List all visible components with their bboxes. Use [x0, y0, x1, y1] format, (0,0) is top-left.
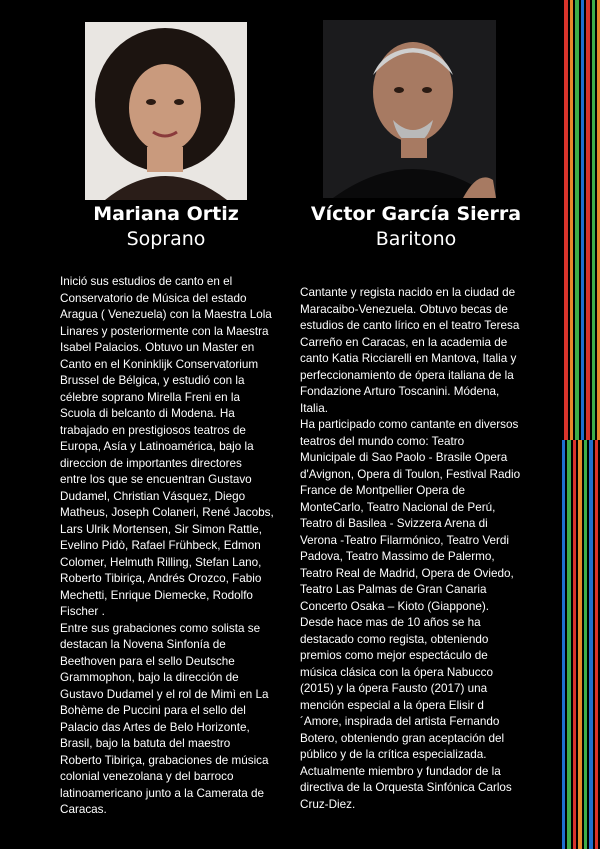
bio-line: Ha participado como cantante en diversos [300, 418, 519, 431]
artist-role-right: Baritono [375, 228, 457, 250]
bio-line: Gustavo Dudamel y el rol de Mimì en La [60, 687, 269, 701]
bio-line: Teatro Las Palmas de Gran Canaria [300, 583, 487, 596]
bio-line: Matheus, Joseph Colaneri, René Jacobs, [60, 506, 274, 519]
bio-line: público y de la crítica especializada. [300, 748, 487, 761]
bio-line: Verona -Teatro Filarmónico, Teatro Verdi [300, 533, 509, 547]
bio-line: entre los que se encuentran Gustavo [60, 473, 252, 486]
bio-line: Municipale di Sao Paolo - Brasile Opera [300, 451, 508, 464]
bio-line: destacado como regista, obteniendo [300, 632, 489, 646]
bio-line: Palacio das Artes de Belo Horizonte, [60, 720, 250, 734]
bio-line: canto Katia Ricciarelli en Mantova, Italia y [300, 352, 517, 365]
bio-line: Brasil, bajo la batuta del maestro [60, 737, 231, 750]
bio-line: Bohème de Puccini para el sello del [60, 704, 246, 717]
bio-line: ´Amore, inspirada del artista Fernando [300, 715, 500, 728]
portrait-victor-garcia-sierra [323, 20, 496, 198]
bio-line: Europa, Asía y Latinoamérica, bajo la [60, 440, 254, 453]
bio-line: Lars Ulrik Mortensen, Sir Simon Rattle, [60, 522, 262, 536]
bio-line: Canto en el Koninklijk Conservatorium [60, 357, 259, 371]
bio-line: Cruz-Diez. [300, 797, 356, 811]
bio-line: Padova, Teatro Massimo de Palermo, [300, 550, 495, 563]
bio-line: teatros del mundo como: Teatro [300, 434, 465, 448]
bio-line: Caracas. [60, 803, 107, 816]
bio-line: Concerto Osaka – Kioto (Giappone). [300, 599, 490, 613]
bio-line: directiva de la Orquesta Sinfónica Carlos [300, 781, 512, 794]
bio-line: Italia. [300, 401, 328, 415]
bio-line: Grammophon, bajo la dirección de [60, 671, 239, 684]
bio-line: música clásica con la ópera Nabucco [300, 665, 493, 679]
bio-line: Scuola di belcanto di Modena. Ha [60, 407, 235, 420]
bio-line: Beethoven para el sello Deutsche [60, 654, 235, 668]
bio-line: Teatro di Basilea - Svizzera Arena di [300, 517, 488, 530]
bio-line: Roberto Tibiriça, Andrés Orozco, Fabio [60, 572, 262, 585]
biography-left [60, 274, 295, 819]
bio-line: Dudamel, Christian Vásquez, Diego [60, 489, 246, 503]
bio-line: Roberto Tibiriça, grabaciones de música [60, 753, 269, 767]
bio-line: Aragua ( Venezuela) con la Maestra Lola [60, 308, 272, 321]
bio-line: France de Montpellier Opera de [300, 484, 466, 497]
bio-line: Isabel Palacios. Obtuvo un Master en [60, 341, 255, 354]
bio-line: Inició sus estudios de canto en el [60, 275, 233, 288]
bio-line: Teatro Real de Madrid, Opera de Oviedo, [300, 566, 514, 580]
artist-name-left: Mariana Ortiz [93, 203, 239, 225]
bio-line: Linares y posteriormente con la Maestra [60, 324, 269, 338]
bio-line: estudios de canto lírico en el teatro Teresa [300, 319, 520, 332]
bio-line: mención especial a la ópera Elisir d [300, 698, 484, 712]
bio-line: destacan la Novena Sinfonía de [60, 638, 226, 651]
bio-line: trabajado en prestigiosos teatros de [60, 423, 246, 437]
bio-line: perfeccionamiento de ópera italiana de la [300, 368, 514, 382]
decorative-stripes-top [562, 0, 600, 440]
decorative-stripes-bottom [562, 440, 600, 849]
artist-name-right: Víctor García Sierra [310, 203, 522, 225]
bio-line: Brussel de Bélgica, y estudió con la [60, 374, 245, 387]
bio-line: Mechetti, Enrique Diemecke, Rodolfo [60, 588, 253, 602]
bio-line: Fondazione Arturo Toscanini. Módena, [300, 385, 500, 398]
bio-line: Desde hace mas de 10 años se ha [300, 616, 481, 629]
biography-right [300, 285, 550, 813]
bio-line: célebre soprano Mirella Freni en la [60, 390, 240, 404]
bio-line: direccion de importantes directores [60, 456, 242, 470]
bio-line: Colomer, Helmuth Rilling, Stefan Lano, [60, 555, 262, 569]
bio-line: (2015) y la ópera Fausto (2017) una [300, 682, 488, 695]
bio-line: Botero, obteniendo gran aceptación del [300, 731, 505, 745]
bio-line: Carreño en Caracas, en la academia de [300, 335, 508, 349]
bio-line: Fischer . [60, 605, 105, 618]
bio-line: Actualmente miembro y fundador de la [300, 764, 501, 778]
bio-line: Evelino Pidò, Rafael Frühbeck, Edmon [60, 539, 261, 552]
bio-line: Cantante y regista nacido en la ciudad de [300, 286, 516, 299]
bio-line: Conservatorio de Música del estado [60, 291, 247, 305]
bio-line: MonteCarlo, Teatro Nacional de Perú, [300, 500, 496, 514]
portrait-mariana-ortiz [85, 22, 247, 200]
bio-line: Maracaibo-Venezuela. Obtuvo becas de [300, 302, 508, 316]
bio-line: latinoamericano junto a la Camerata de [60, 786, 265, 800]
bio-line: colonial venezolana y del barroco [60, 770, 234, 783]
bio-line: d'Avignon, Opera di Toulon, Festival Radio [300, 467, 521, 481]
artist-role-left: Soprano [126, 228, 206, 250]
bio-line: Entre sus grabaciones como solista se [60, 621, 261, 635]
bio-line: premios como mejor espectáculo de [300, 649, 488, 662]
